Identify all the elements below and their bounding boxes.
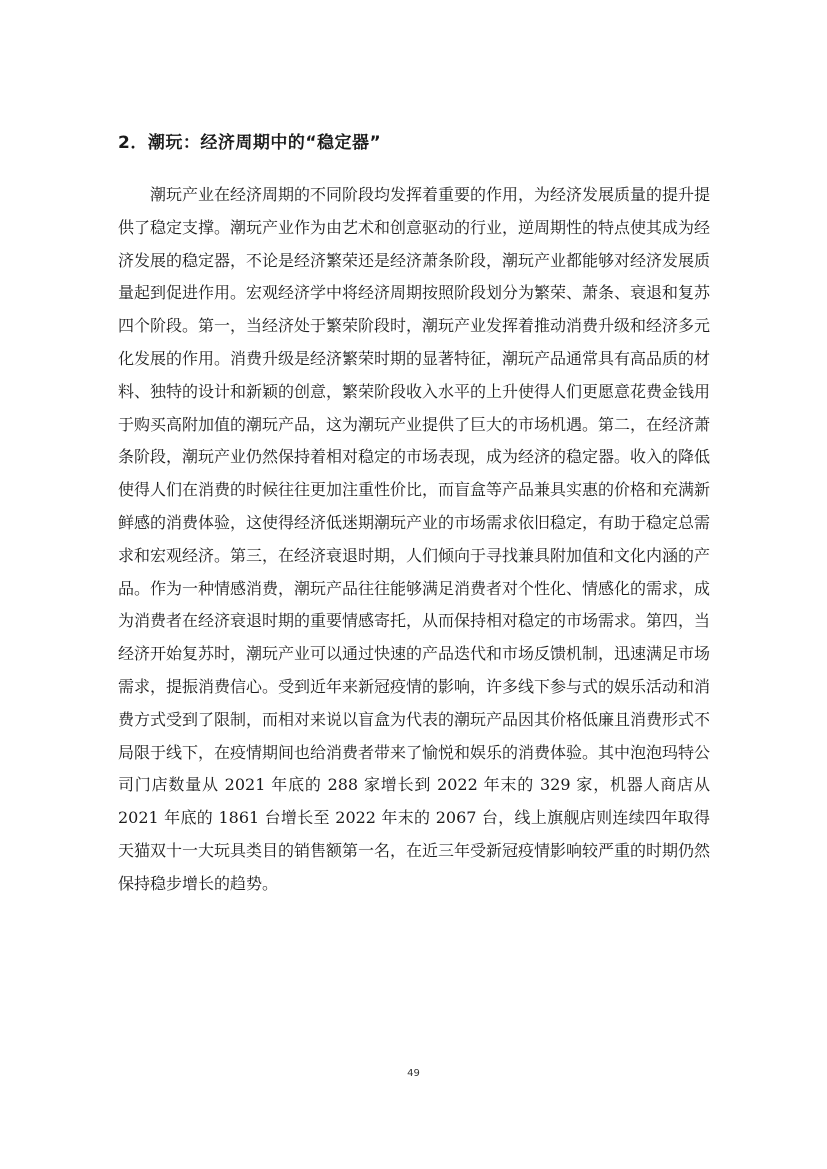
body-paragraph: 潮玩产业在经济周期的不同阶段均发挥着重要的作用，为经济发展质量的提升提供了稳定支撑。潮玩产业作为由艺术和创意驱动的行业，逆周期性的特点使其成为经济发展的稳定器，不论是经济繁荣还是经济萧条阶段，潮玩产业都能够对经济发展质量起到促进作用。宏观经济学中将经济周期按照阶段划分为繁荣、萧条、衰退和复苏四个阶段。第一，当经济处于繁荣阶段时，潮玩产业发挥着推动消费升级和经济多元化发展的作用。消费升级是经济繁荣时期的显著特征，潮玩产品通常具有高品质的材料、独特的设计和新颖的创意，繁荣阶段收入水平的上升使得人们更愿意花费金钱用于购买高附加值的潮玩产品，这为潮玩产业提供了巨大的市场机遇。第二，在经济萧条阶段，潮玩产业仍然保持着相对稳定的市场表现，成为经济的稳定器。收入的降低使得人们在消费的时候往往更加注重性价比，而盲盒等产品兼具实惠的价格和充满新鲜感的消费体验，这使得经济低迷期潮玩产业的市场需求依旧稳定，有助于稳定总需求和宏观经济。第三，在经济衰退时期，人们倾向于寻找兼具附加值和文化内涵的产品。作为一种情感消费，潮玩产品往往能够满足消费者对个性化、情感化的需求，成为消费者在经济衰退时期的重要情感寄托，从而保持相对稳定的市场需求。第四，当经济开始复苏时，潮玩产业可以通过快速的产品迭代和市场反馈机制，迅速满足市场需求，提振消费信心。受到近年来新冠疫情的影响，许多线下参与式的娱乐活动和消费方式受到了限制，而相对来说以盲盒为代表的潮玩产品因其价格低廉且消费形式不局限于线下，在疫情期间也给消费者带来了愉悦和娱乐的消费体验。其中泡泡玛特公司门店数量从 2021 年底的 288 家增长到 2022 年末的 329 家，机器人商店从 2021 年底的 1861 台增长至 2022 年末的 2067 台，线上旗舰店则连续四年取得天猫双十一大玩具类目的销售额第一名，在近三年受新冠疫情影响较严重的时期仍然保持稳步增长的趋势。 <box>118 185 711 893</box>
page-number: 49 <box>407 1068 420 1079</box>
section-heading: 2．潮玩：经济周期中的“稳定器” <box>118 133 382 153</box>
